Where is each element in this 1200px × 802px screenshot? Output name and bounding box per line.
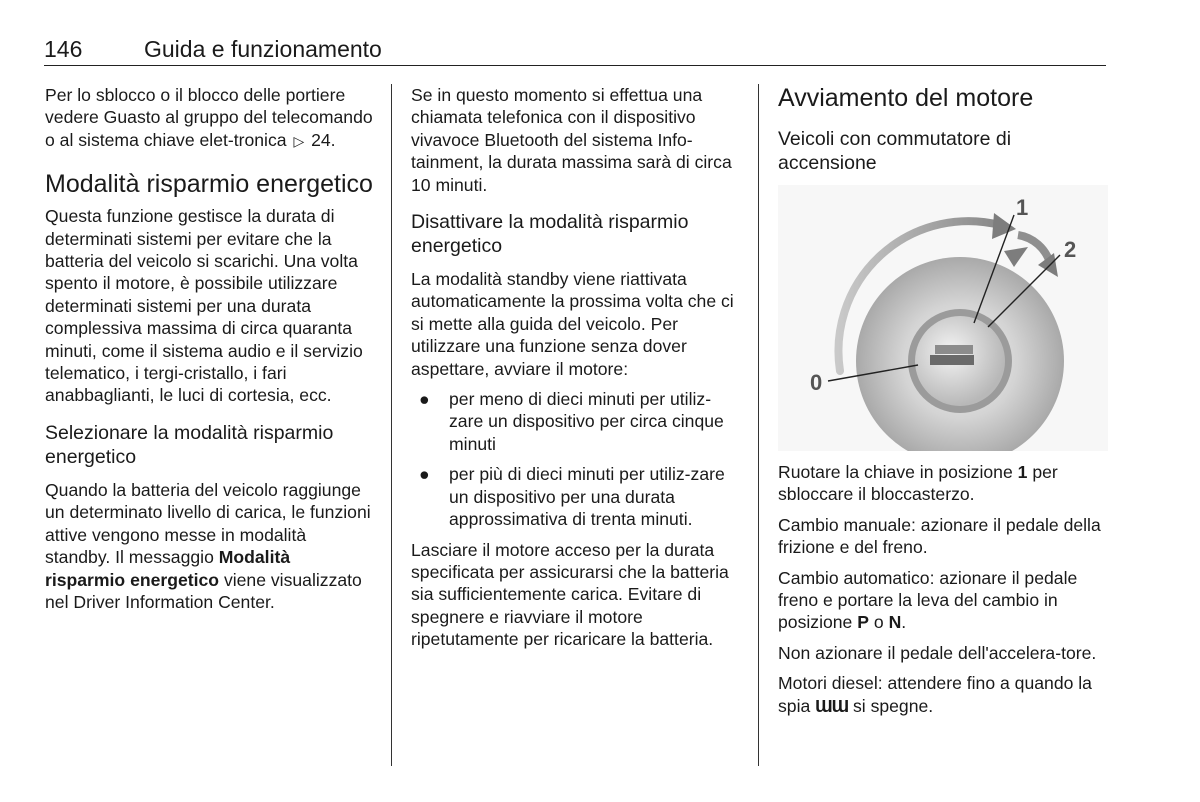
gear-position-p: P	[857, 612, 869, 633]
section-heading-engine-start: Avviamento del motore	[778, 84, 1034, 112]
subheading-select-mode: Selezionare la modalità risparmio energetico	[45, 421, 334, 468]
key-slot-detail	[935, 345, 973, 354]
paragraph-text: .	[901, 612, 907, 633]
position-number: 1	[1017, 462, 1028, 482]
paragraph-accelerator: Non azionare il pedale dell'accelera-tore.	[778, 642, 1097, 663]
bullet-list	[411, 388, 741, 530]
column-2	[411, 84, 741, 659]
paragraph-reactivation: La modalità standby viene riattivata automaticamente la prossima volta che ci si mette alla guida del veicolo. Per utilizzare una funzione senza dover aspettare, avviare il motore:	[411, 269, 734, 379]
running-title: Guida e funzionamento	[144, 36, 382, 62]
key-slot	[930, 355, 974, 365]
column-3	[778, 84, 1108, 725]
ignition-switch-illustration	[778, 185, 1108, 451]
paragraph-text: Motori diesel: attendere fino a quando la spia	[778, 673, 1092, 716]
position-label-2: 2	[1064, 237, 1077, 262]
subheading-disable-mode: Disattivare la modalità risparmio energetico	[411, 211, 689, 258]
message-name: Modalità risparmio energetico	[45, 547, 291, 590]
page-reference-number: 24.	[311, 129, 336, 150]
column-divider-2	[758, 84, 759, 766]
paragraph-standby	[45, 479, 375, 613]
glow-plug-icon: ƜƜ	[815, 695, 849, 716]
column-divider-1	[391, 84, 392, 766]
list-item	[411, 388, 741, 455]
paragraph-diesel	[778, 672, 1108, 717]
paragraph-text: Cambio automatico: azionare il pedale freno e portare la leva del cambio in posizione	[778, 567, 1078, 633]
position-label-1: 1	[1016, 195, 1029, 220]
paragraph-manual-gearbox: Cambio manuale: azionare il pedale della frizione e del freno.	[778, 514, 1101, 558]
paragraph-bluetooth-call: Se in questo momento si effettua una chiamata telefonica con il dispositivo vivavoce Bluetooth del sistema Info-tainment, la durata massima sarà di circa 10 minuti.	[411, 85, 732, 195]
paragraph-text: o	[873, 612, 884, 633]
paragraph-automatic-gearbox	[778, 567, 1108, 634]
list-item	[411, 463, 741, 530]
gear-position-n: N	[888, 612, 902, 633]
section-heading-energy-saving: Modalità risparmio energetico	[45, 170, 373, 199]
position-label-0: 0	[810, 370, 823, 395]
paragraph-unlock	[45, 84, 375, 152]
ignition-switch-figure	[778, 185, 1108, 451]
subheading-ignition-switch: Veicoli con commutatore di accensione	[778, 128, 1012, 174]
list-item-text: per meno di dieci minuti per utiliz-zare un dispositivo per circa cinque minuti	[449, 389, 724, 454]
paragraph-text: Ruotare la chiave in posizione	[778, 462, 1013, 482]
paragraph-energy-description: Questa funzione gestisce la durata di determinati sistemi per evitare che la batteria del veicolo si scarichi. Una volta spento il motore, è possibile utilizzare determinati sistemi per una durata complessiva massima di circa quaranta minuti, come il sistema audio e il servizio telematico, i tergi-cristallo, i fari anabbaglianti, le luci di cortesia, ecc.	[45, 206, 363, 406]
paragraph-text: Quando la batteria del veicolo raggiunge un determinato livello di carica, le funzioni attive vengono messe in modalità standby. Il messaggio	[45, 479, 371, 568]
list-item-text: per più di dieci minuti per utiliz-zare un dispositivo per una durata approssimativa di trenta minuti.	[449, 464, 725, 530]
paragraph-text: si spegne.	[852, 695, 934, 716]
paragraph-text: viene visualizzato nel Driver Information Center.	[45, 569, 362, 612]
column-1	[45, 84, 375, 621]
bullet-icon: ●	[419, 389, 430, 410]
paragraph-turn-key	[778, 461, 1108, 506]
bullet-icon: ●	[419, 464, 430, 485]
page-reference-icon: ▷	[293, 132, 305, 149]
paragraph-leave-engine-on: Lasciare il motore acceso per la durata specificata per assicurarsi che la batteria sia sufficientemente carica. Evitare di spegnere e riavviare il motore ripetutamente per ricaricare la batteria.	[411, 539, 729, 650]
paragraph-text: per sbloccare il bloccasterzo.	[778, 462, 1058, 505]
paragraph-text: Per lo sblocco o il blocco delle portiere vedere Guasto al gruppo del telecomando o al sistema chiave elet-tronica	[45, 85, 373, 150]
page-header	[44, 36, 1106, 66]
page-number: 146	[44, 36, 83, 62]
